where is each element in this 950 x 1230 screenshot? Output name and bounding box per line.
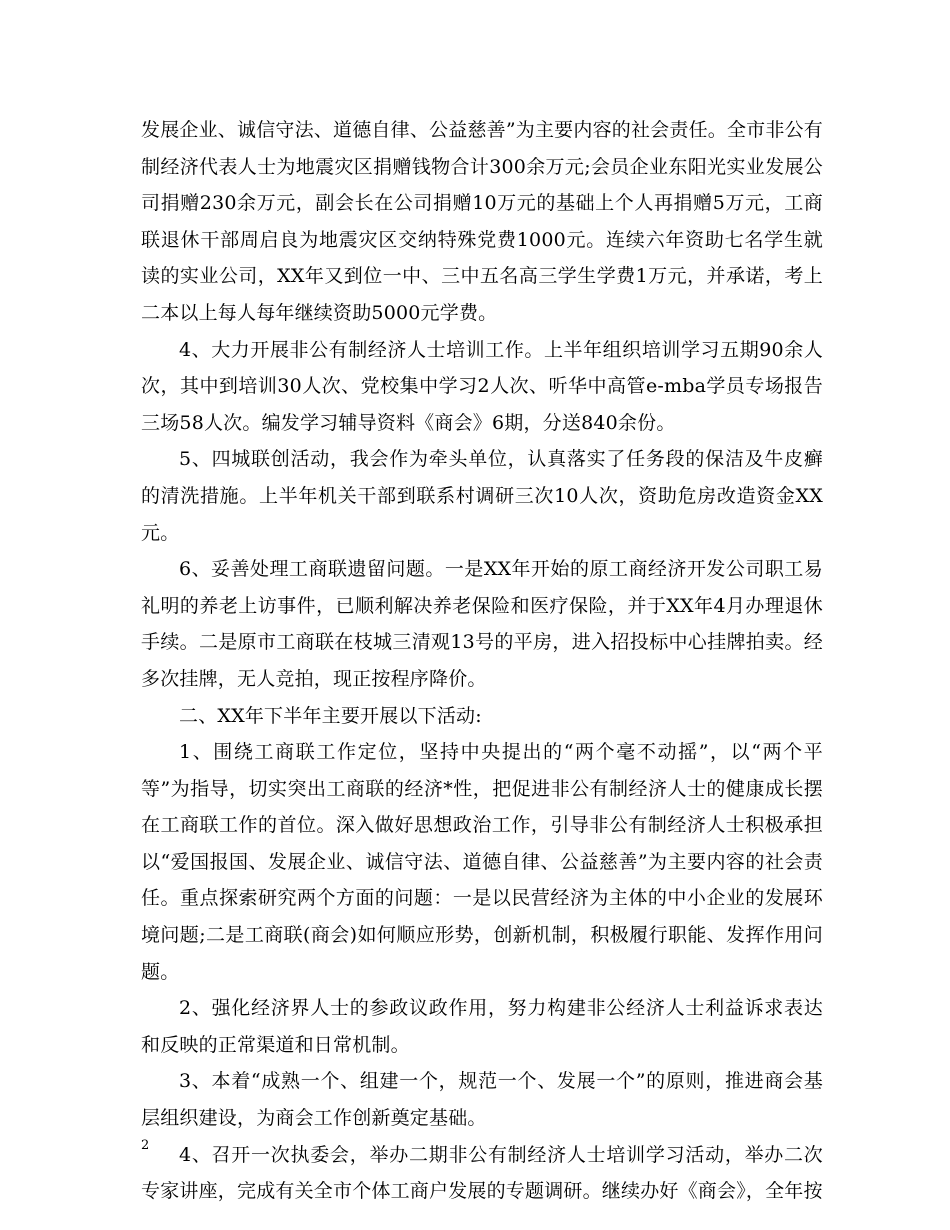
- paragraph-item-6-legacy-issues: 6、妥善处理工商联遗留问题。一是XX年开始的原工商经济开发公司职工易礼明的养老上访事件，已顺利解决养老保险和医疗保险，并于XX年4月办理退休手续。二是原市工商联在枝城三清观13号的平房，进入招投标中心挂牌拍卖。经多次挂牌，无人竞拍，现正按程序降价。: [141, 558, 823, 690]
- paragraph-item-4-training: 4、大力开展非公有制经济人士培训工作。上半年组织培训学习五期90余人次，其中到培训30人次、党校集中学习2人次、听华中高管e-mba学员专场报告三场58人次。编发学习辅导资料《商会》6期，分送840余份。: [141, 338, 823, 434]
- paragraph-item-5-four-cities: 5、四城联创活动，我会作为牵头单位，认真落实了任务段的保洁及牛皮癣的清洗措施。上半年机关干部到联系村调研三次10人次，资助危房改造资金XX元。: [141, 448, 823, 544]
- paragraph-plan-item-2: 2、强化经济界人士的参政议政作用，努力构建非公经济人士利益诉求表达和反映的正常渠道和日常机制。: [141, 997, 823, 1056]
- paragraph-plan-item-3: 3、本着“成熟一个、组建一个，规范一个、发展一个”的原则，推进商会基层组织建设，为商会工作创新奠定基础。: [141, 1070, 823, 1130]
- paragraph-plan-item-1: 1、围绕工商联工作定位，坚持中央提出的“两个毫不动摇”，以“两个平等”为指导，切实突出工商联的经济*性，把促进非公有制经济人士的健康成长摆在工商联工作的首位。深入做好思想政治工作，引导非公有制经济人士积极承担以“爱国报国、发展企业、诚信守法、道德自律、公益慈善”为主要内容的社会责任。重点探索研究两个方面的问题：一是以民营经济为主体的中小企业的发展环境问题;二是工商联(商会)如何顺应形势，创新机制，积极履行职能、发挥作用问题。: [141, 741, 823, 983]
- document-body: [141, 112, 823, 1210]
- paragraph-plan-item-4: 4、召开一次执委会，举办二期非公有制经济人士培训学习活动，举办二次专家讲座，完成有关全市个体工商户发展的专题调研。继续办好《商会》，全年按: [141, 1143, 823, 1203]
- section-heading-second-half: 二、XX年下半年主要开展以下活动:: [179, 704, 482, 727]
- paragraph-continuation: 发展企业、诚信守法、道德自律、公益慈善”为主要内容的社会责任。全市非公有制经济代表人士为地震灾区捐赠钱物合计300余万元;会员企业东阳光实业发展公司捐赠230余万元，副会长在公司捐赠10万元的基础上个人再捐赠5万元，工商联退休干部周启良为地震灾区交纳特殊党费1000元。连续六年资助七名学生就读的实业公司，XX年又到位一中、三中五名高三学生学费1万元，并承诺，考上二本以上每人每年继续资助5000元学费。: [141, 119, 823, 324]
- page-number: 2: [141, 1138, 150, 1153]
